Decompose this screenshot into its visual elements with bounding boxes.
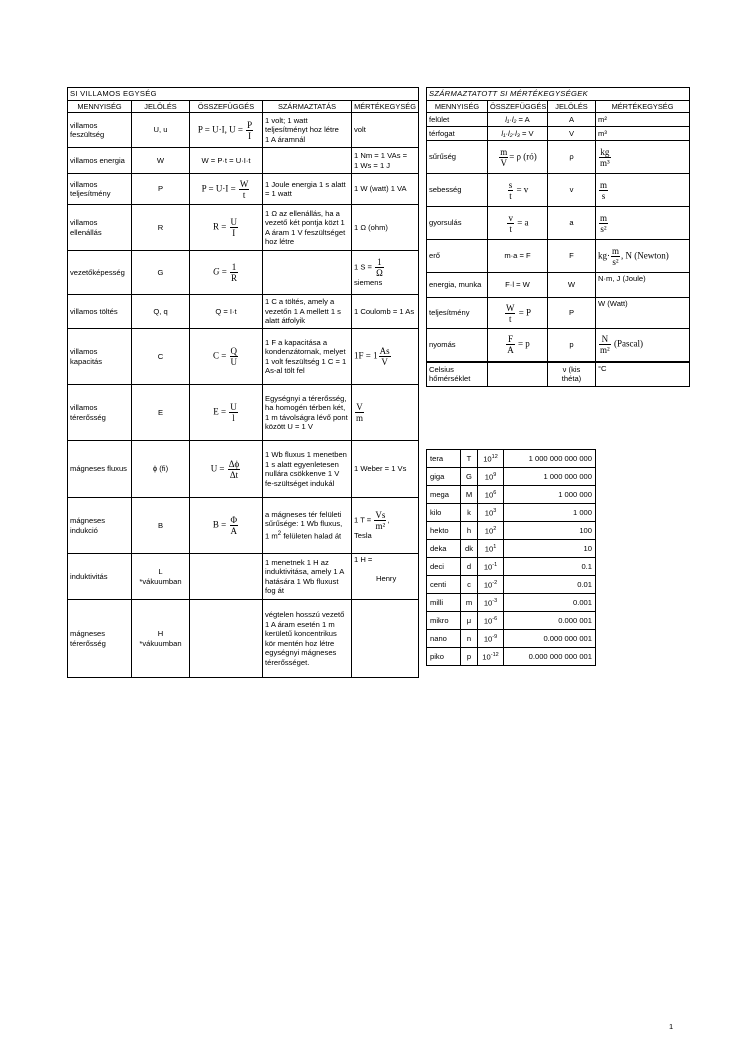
power-base: 10 (484, 490, 494, 500)
prefix-symbol-cell: k (461, 504, 478, 522)
table-row (427, 273, 690, 298)
table-row (427, 486, 596, 504)
quantity-cell: nyomás (427, 329, 488, 362)
relation-cell: U = $\frac{\Delta\phi}{\Delta t}$ (190, 441, 263, 498)
table-row (68, 554, 419, 600)
column-header: JELÖLÉS (548, 100, 596, 113)
quantity-cell: Celsius hőmérséklet (427, 362, 488, 387)
derivation-text: 1 volt; 1 watt (265, 115, 308, 125)
unit-text: 1F = 1 (354, 350, 378, 361)
prefix-power-cell (478, 486, 504, 504)
relation-cell: m·a = F (488, 240, 548, 273)
table-row (427, 576, 596, 594)
unit-cell (352, 148, 419, 174)
symbol-cell: F (548, 240, 596, 273)
unit-text: 1 Ws = 1 J (354, 160, 391, 170)
prefix-symbol-cell: p (461, 648, 478, 666)
table-header-row (427, 100, 690, 113)
table-row (68, 205, 419, 251)
derivation-cell: 1 menetnek 1 H az induktivitása, amely 1 A hatására 1 Wb fluxust fog át (263, 554, 352, 600)
symbol-cell: U, u (132, 113, 190, 148)
relation-cell: $\frac{F}{A}$ = p (488, 329, 548, 362)
prefix-power-cell (478, 630, 504, 648)
symbol-cell: A (548, 113, 596, 127)
power-exponent: 1 (493, 543, 497, 550)
prefix-power-cell (478, 648, 504, 666)
prefix-value-cell: 1 000 (504, 504, 596, 522)
power-base: 10 (483, 598, 493, 608)
prefix-symbol-cell: d (461, 558, 478, 576)
quantity-cell: gyorsulás (427, 207, 488, 240)
relation-cell: E = $\frac{U}{l}$ (190, 385, 263, 441)
power-exponent: -1 (492, 561, 498, 568)
symbol-cell: P (548, 298, 596, 329)
symbol-cell: ρ (548, 141, 596, 174)
symbol-cell (548, 362, 596, 387)
power-exponent: 12 (491, 453, 498, 460)
derivation-cell (263, 498, 352, 554)
relation-cell (488, 362, 548, 387)
unit-cell (352, 600, 419, 678)
table-row (427, 648, 596, 666)
quantity-cell: energia, munka (427, 273, 488, 298)
quantity-cell: sűrűség (427, 141, 488, 174)
relation-cell: P = U·I = $\frac{W}{t}$ (190, 174, 263, 205)
prefix-symbol-cell: h (461, 522, 478, 540)
table-row (427, 141, 690, 174)
prefix-power-cell (478, 612, 504, 630)
prefix-value-cell: 1 000 000 000 000 (504, 450, 596, 468)
column-header: ÖSSZEFÜGGÉS (190, 100, 263, 113)
unit-text: , N (Newton) (621, 250, 669, 261)
derived-units-table (426, 87, 690, 387)
prefix-name-cell: deci (427, 558, 461, 576)
quantity-cell: erő (427, 240, 488, 273)
prefix-power-cell (478, 504, 504, 522)
symbol-cell: P (132, 174, 190, 205)
table-row (68, 329, 419, 385)
table-header-row (68, 100, 419, 113)
unit-cell: $\frac{m}{\text{s²}}$ (596, 207, 690, 240)
table-row (427, 540, 596, 558)
power-base: 10 (483, 616, 493, 626)
relation-cell: l₁·l₂·l₃ = V (488, 127, 548, 141)
prefix-power-cell (478, 576, 504, 594)
power-base: 10 (484, 526, 494, 536)
prefix-symbol-cell: T (461, 450, 478, 468)
derivation-cell (263, 148, 352, 174)
derivation-cell (263, 600, 352, 678)
unit-cell: volt (352, 113, 419, 148)
power-exponent: -2 (492, 579, 498, 586)
derivation-text: a mágneses tér felületi sűrűsége: 1 Wb fluxus, (265, 509, 343, 529)
unit-text: Tesla (354, 531, 372, 541)
prefix-power-cell (478, 522, 504, 540)
power-exponent: 2 (493, 525, 497, 532)
quantity-cell: villamos kapacitás (68, 329, 132, 385)
prefix-symbol-cell: dk (461, 540, 478, 558)
symbol-cell: a (548, 207, 596, 240)
relation-cell: F·l = W (488, 273, 548, 298)
prefix-power-cell (478, 558, 504, 576)
prefix-name-cell: mega (427, 486, 461, 504)
table-title: SI VILLAMOS EGYSÉG (68, 88, 419, 101)
derivation-text: teljesítményt hoz létre (265, 125, 339, 135)
power-exponent: 9 (493, 471, 497, 478)
derivation-cell: 1 C a töltés, amely a vezetőn 1 A mellett 1 s alatt átfolyik (263, 295, 352, 329)
quantity-cell: villamos teljesítmény (68, 174, 132, 205)
superscript: 2 (277, 529, 282, 537)
derivation-text: felületen halad át (281, 531, 342, 541)
power-base: 10 (484, 508, 494, 518)
table-row (68, 148, 419, 174)
quantity-cell: teljesítmény (427, 298, 488, 329)
unit-cell: N·m, J (Joule) (596, 273, 690, 298)
derivation-text: 1 A áram esetén 1 m kerületű koncentrikus kör mentén hoz létre egységnyi mágneses térerősséget. (265, 619, 337, 667)
unit-cell: $\frac{N}{\text{m²}}$ (Pascal) (596, 329, 690, 362)
table-row (427, 207, 690, 240)
symbol-cell: G (132, 251, 190, 295)
column-header: MÉRTÉKEGYSÉG (596, 100, 690, 113)
table-row (427, 240, 690, 273)
symbol-cell: V (548, 127, 596, 141)
table-row (427, 174, 690, 207)
table-title: SZÁRMAZTATOTT SI MÉRTÉKEGYSÉGEK (427, 88, 690, 101)
unit-cell: m² (596, 113, 690, 127)
derivation-cell: Egységnyi a térerősség, ha homogén térben két, 1 m távolságra lévő pont között U = 1 V (263, 385, 352, 441)
power-base: 10 (483, 454, 492, 464)
prefix-symbol-cell: n (461, 630, 478, 648)
unit-cell: m³ (596, 127, 690, 141)
table-row (427, 113, 690, 127)
prefix-symbol-cell: μ (461, 612, 478, 630)
relation-cell: $\frac{v}{t}$ = a (488, 207, 548, 240)
unit-cell: 1 Weber = 1 Vs (352, 441, 419, 498)
table-row (427, 362, 690, 387)
unit-cell (352, 251, 419, 295)
relation-text: = ρ (ró) (509, 151, 537, 162)
symbol-cell: R (132, 205, 190, 251)
derivation-text: végtelen hosszú vezető (265, 610, 345, 619)
quantity-cell: villamos töltés (68, 295, 132, 329)
column-header: JELÖLÉS (132, 100, 190, 113)
symbol-text: ν (kis (562, 364, 581, 374)
power-base: 10 (483, 562, 493, 572)
si-electrical-units-table (67, 87, 419, 678)
derivation-cell: 1 Wb fluxus 1 menetben 1 s alatt egyenletesen nullára csökkenve 1 V fe-szültséget indukál (263, 441, 352, 498)
unit-cell: $\frac{kg}{\text{m³}}$ (596, 141, 690, 174)
power-exponent: -3 (492, 597, 498, 604)
power-exponent: -9 (492, 633, 498, 640)
derivation-text: 1 A áramnál (265, 134, 306, 144)
quantity-cell: mágneses fluxus (68, 441, 132, 498)
unit-cell: $\frac{V}{m}$ (352, 385, 419, 441)
power-exponent: 6 (493, 489, 497, 496)
prefix-name-cell: milli (427, 594, 461, 612)
prefix-value-cell: 0.000 000 000 001 (504, 648, 596, 666)
relation-cell: $\frac{m}{V}$ = ρ (ró) (488, 141, 548, 174)
power-base: 10 (483, 634, 493, 644)
table-row (427, 127, 690, 141)
unit-text: 1 S = (354, 262, 375, 272)
unit-cell: 1 Coulomb = 1 As (352, 295, 419, 329)
table-row (68, 295, 419, 329)
unit-text: siemens (354, 278, 383, 288)
table-row (427, 298, 690, 329)
prefix-name-cell: nano (427, 630, 461, 648)
derivation-cell (263, 251, 352, 295)
prefix-value-cell: 0.01 (504, 576, 596, 594)
prefix-value-cell: 1 000 000 000 (504, 468, 596, 486)
relation-cell: W = P·t = U·I·t (190, 148, 263, 174)
unit-text: Henry (376, 574, 397, 583)
prefix-power-cell (478, 594, 504, 612)
power-base: 10 (482, 652, 491, 662)
table-row (427, 630, 596, 648)
symbol-cell: Q, q (132, 295, 190, 329)
table-row (427, 612, 596, 630)
column-header: SZÁRMAZTATÁS (263, 100, 352, 113)
derivation-cell (263, 113, 352, 148)
prefix-name-cell: hekto (427, 522, 461, 540)
table-row (68, 600, 419, 678)
quantity-cell: mágneses térerősség (68, 600, 132, 678)
fraction: $\frac{Vs}{\text{m²}}$ (375, 510, 386, 532)
table-row (68, 174, 419, 205)
quantity-cell: induktivitás (68, 554, 132, 600)
quantity-cell: vezetőképesség (68, 251, 132, 295)
table-row (427, 329, 690, 362)
relation-cell: R = $\frac{U}{I}$ (190, 205, 263, 251)
fraction: $\frac{1}{\Omega}$ (376, 257, 383, 279)
symbol-cell: C (132, 329, 190, 385)
relation-cell: l₁·l₂ = A (488, 113, 548, 127)
prefix-name-cell: tera (427, 450, 461, 468)
prefix-value-cell: 1 000 000 (504, 486, 596, 504)
derivation-cell: 1 Joule energia 1 s alatt = 1 watt (263, 174, 352, 205)
page-number: 1 (669, 1022, 674, 1031)
unit-text: 1 H = (354, 555, 373, 564)
power-base: 10 (483, 580, 493, 590)
unit-cell: 1F = 1 $\frac{As}{V}$ (352, 329, 419, 385)
symbol-cell: L *vákuumban (132, 554, 190, 600)
table-row (427, 468, 596, 486)
table-row (68, 251, 419, 295)
prefix-symbol-cell: G (461, 468, 478, 486)
quantity-cell: felület (427, 113, 488, 127)
table-row (427, 522, 596, 540)
prefix-value-cell: 0.001 (504, 594, 596, 612)
prefix-name-cell: deka (427, 540, 461, 558)
quantity-cell: villamos feszültség (68, 113, 132, 148)
unit-cell: 1 Ω (ohm) (352, 205, 419, 251)
power-exponent: -12 (490, 651, 499, 658)
unit-cell: kg· $\frac{m}{\text{s²}}$ , N (Newton) (596, 240, 690, 273)
derivation-text: 1 m (265, 531, 278, 541)
table-row (68, 498, 419, 554)
prefix-name-cell: giga (427, 468, 461, 486)
power-base: 10 (484, 472, 494, 482)
quantity-cell: mágneses indukció (68, 498, 132, 554)
table-title-row (68, 88, 419, 101)
table-row (427, 450, 596, 468)
unit-cell: °C (596, 362, 690, 387)
relation-cell: G = $\frac{1}{R}$ (190, 251, 263, 295)
quantity-cell: villamos térerősség (68, 385, 132, 441)
prefix-value-cell: 0.1 (504, 558, 596, 576)
relation-cell: Q = I·t (190, 295, 263, 329)
relation-cell (190, 554, 263, 600)
table-row (427, 558, 596, 576)
symbol-cell: v (548, 174, 596, 207)
prefix-name-cell: centi (427, 576, 461, 594)
table-row (427, 594, 596, 612)
symbol-cell: W (548, 273, 596, 298)
prefix-symbol-cell: M (461, 486, 478, 504)
prefix-table (426, 449, 596, 666)
prefix-value-cell: 0.000 000 001 (504, 630, 596, 648)
prefix-value-cell: 100 (504, 522, 596, 540)
symbol-cell: p (548, 329, 596, 362)
prefix-value-cell: 10 (504, 540, 596, 558)
table-row (68, 113, 419, 148)
power-exponent: -6 (492, 615, 498, 622)
column-header: ÖSSZEFÜGGÉS (488, 100, 548, 113)
derivation-cell: 1 F a kapacitása a kondenzátornak, melyet 1 volt feszültség 1 C = 1 As-al tölt fel (263, 329, 352, 385)
prefix-name-cell: mikro (427, 612, 461, 630)
quantity-cell: villamos ellenállás (68, 205, 132, 251)
relation-cell (190, 600, 263, 678)
prefix-symbol-cell: m (461, 594, 478, 612)
symbol-cell: H *vákuumban (132, 600, 190, 678)
symbol-cell: B (132, 498, 190, 554)
unit-cell: $\frac{m}{s}$ (596, 174, 690, 207)
unit-cell: 1 T = $\frac{Vs}{\text{m²}}$ , Tesla (352, 498, 419, 554)
relation-cell: B = $\frac{\Phi}{A}$ (190, 498, 263, 554)
relation-cell: $\frac{W}{t}$ = P (488, 298, 548, 329)
prefix-name-cell: piko (427, 648, 461, 666)
prefix-power-cell (478, 468, 504, 486)
unit-cell (352, 554, 419, 600)
derivation-cell: 1 Ω az ellenállás, ha a vezető két pontja közt 1 A áram 1 V feszültséget hoz létre (263, 205, 352, 251)
symbol-cell: E (132, 385, 190, 441)
power-base: 10 (484, 544, 494, 554)
column-header: MÉRTÉKEGYSÉG (352, 100, 419, 113)
unit-cell: W (Watt) (596, 298, 690, 329)
prefix-symbol-cell: c (461, 576, 478, 594)
prefix-value-cell: 0.000 001 (504, 612, 596, 630)
unit-cell: 1 W (watt) 1 VA (352, 174, 419, 205)
unit-text: 1 Nm = 1 VAs = (354, 151, 408, 160)
prefix-power-cell (478, 540, 504, 558)
quantity-cell: sebesség (427, 174, 488, 207)
relation-cell: $\frac{s}{t}$ = v (488, 174, 548, 207)
column-header: MENNYISÉG (68, 100, 132, 113)
relation-cell: C = $\frac{Q}{U}$ (190, 329, 263, 385)
prefix-name-cell: kilo (427, 504, 461, 522)
table-row (68, 441, 419, 498)
unit-text: 1 T = (354, 515, 374, 525)
table-row (68, 385, 419, 441)
quantity-cell: térfogat (427, 127, 488, 141)
power-exponent: 3 (493, 507, 497, 514)
prefix-power-cell (478, 450, 504, 468)
symbol-cell: ϕ (fi) (132, 441, 190, 498)
symbol-text: théta) (561, 374, 582, 384)
relation-cell: P = U·I, U = $\frac{P}{I}$ (190, 113, 263, 148)
quantity-cell: villamos energia (68, 148, 132, 174)
column-header: MENNYISÉG (427, 100, 488, 113)
symbol-cell: W (132, 148, 190, 174)
table-title-row (427, 88, 690, 101)
table-row (427, 504, 596, 522)
unit-text: (Pascal) (613, 338, 643, 349)
